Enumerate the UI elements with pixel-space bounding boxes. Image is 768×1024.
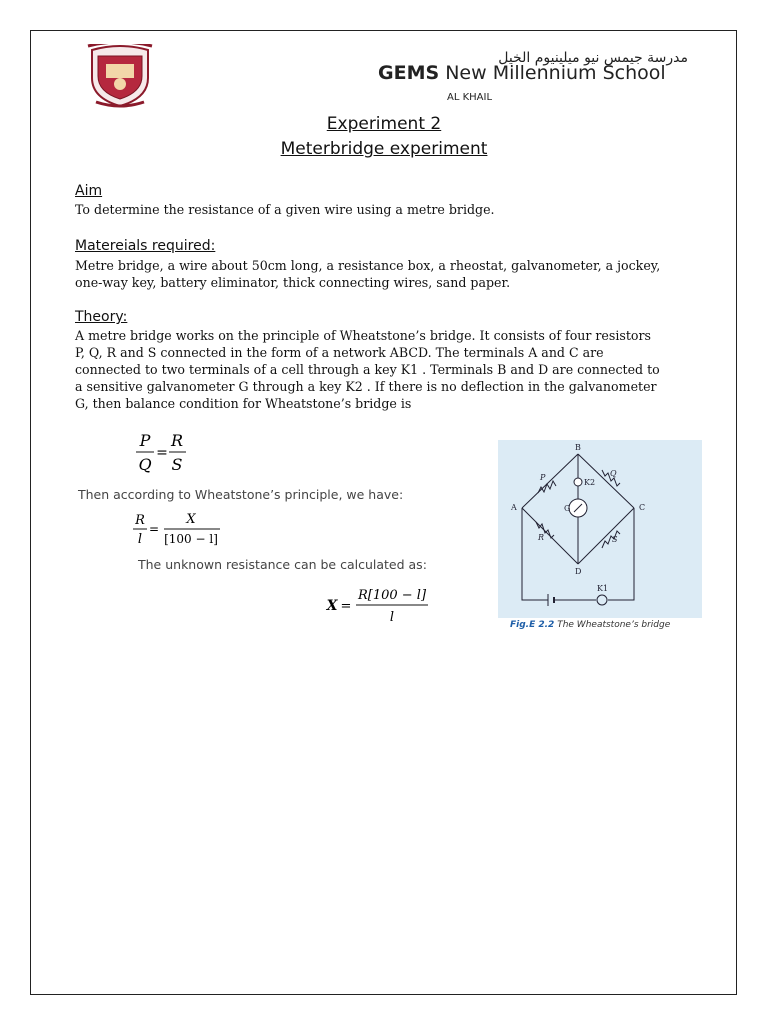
label-c: C [639,503,646,512]
aim-text: To determine the resistance of a given wire using a metre bridge. [75,202,495,217]
label-s: S [612,535,618,544]
balance-equation [130,428,200,476]
eq-result-num: R[100 − l] [357,588,427,603]
label-a: A [511,503,517,512]
label-r: R [538,533,545,542]
result-equation [324,584,434,626]
wheatstone-bridge-figure [498,440,702,618]
school-brand: GEMS [378,62,440,84]
theory-heading: Theory: [75,309,128,325]
school-name-arabic: مدرسة جيمس نيو ميلينيوم الخيل [498,50,688,66]
theory-line: a sensitive galvanometer G through a key K2 . If there is no deflection in the galvanometer [75,379,657,394]
label-b: B [575,443,581,452]
school-name-text: New Millennium School [445,62,666,84]
label-q: Q [610,469,617,478]
school-name [378,62,666,84]
theory-line: P, Q, R and S connected in the form of a network ABCD. The terminals A and C are [75,345,604,360]
unknown-text: The unknown resistance can be calculated as: [138,557,427,572]
theory-line: A metre bridge works on the principle of Wheatstone’s bridge. It consists of four resistors [75,328,651,343]
materials-text [75,257,685,291]
label-d: D [575,567,582,576]
eq-ratio-r: R [135,513,145,528]
label-p: P [540,473,546,482]
svg-text:=: = [340,599,352,614]
eq-result-x: X [326,598,338,614]
aim-heading: Aim [75,183,103,199]
svg-text:=: = [148,522,160,536]
materials-heading: Matereials required: [75,238,216,254]
eq-p: P [139,431,151,450]
label-k1: K1 [597,584,609,593]
experiment-title: Meterbridge experiment [280,139,488,159]
eq-ratio-l: l [137,532,143,547]
figure-caption-text: The Wheatstone’s bridge [557,620,671,630]
svg-text:=: = [156,445,168,461]
eq-r: R [170,431,184,450]
materials-line: Metre bridge, a wire about 50cm long, a resistance box, a rheostat, galvanometer, a jockey, [75,258,661,273]
figure-caption [510,620,670,630]
eq-result-den: l [389,610,395,625]
eq-s: S [171,455,183,474]
eq-ratio-denom: [100 − l] [164,532,218,546]
label-g: G [564,504,571,513]
theory-text [75,327,685,412]
eq-ratio-x: X [186,512,196,527]
theory-line: G, then balance condition for Wheatstone’s bridge is [75,396,412,411]
school-crest-logo [82,44,158,108]
theory-line: connected to two terminals of a cell through a key K1 . Terminals B and D are connected to [75,362,660,377]
school-location: AL KHAIL [447,92,493,103]
figure-caption-label: Fig.E 2.2 [510,620,555,630]
experiment-number: Experiment 2 [326,114,442,134]
eq-q: Q [138,455,152,474]
materials-line: one-way key, battery eliminator, thick connecting wires, sand paper. [75,275,511,290]
ratio-equation [130,510,240,550]
principle-text: Then according to Wheatstone’s principle, we have: [78,487,404,502]
label-k2: K2 [584,478,596,487]
